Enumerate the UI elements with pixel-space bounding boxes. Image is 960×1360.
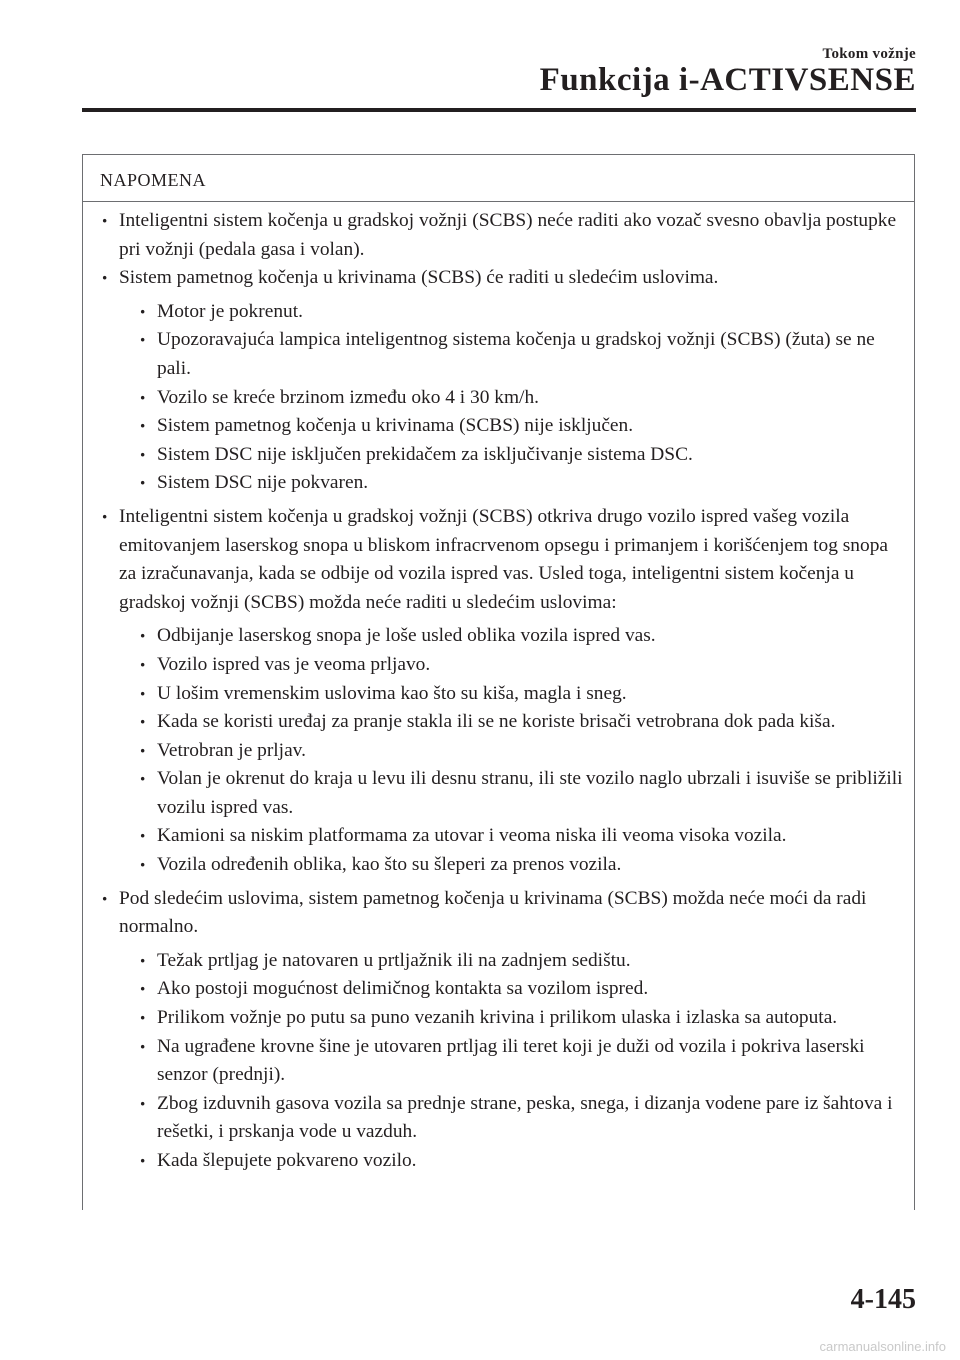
sub-list-item: · Kamioni sa niskim platformama za utovar i veoma niska ili veoma visoka vozila. (119, 822, 904, 851)
note-list (99, 207, 904, 1176)
note-body (83, 202, 914, 1176)
sub-list-item: · Vozila određenih oblika, kao što su šleperi za prenos vozila. (119, 851, 904, 880)
sub-list-item: · Težak prtljag je natovaren u prtljažnik ili na zadnjem sedištu. (119, 947, 904, 976)
list-item (99, 264, 904, 498)
header-section-label: Tokom vožnje (822, 46, 916, 62)
sub-list-item: · Vozilo se kreće brzinom između oko 4 i 30 km/h. (119, 384, 904, 413)
list-item (99, 885, 904, 1176)
sub-list-item: · Zbog izduvnih gasova vozila sa prednje strane, peska, snega, i dizanja vodene pare iz šahtova i rešetki, i prskanja vode u vazduh. (119, 1090, 904, 1147)
list-item-text: · Inteligentni sistem kočenja u gradskoj vožnji (SCBS) neće raditi ako vozač svesno obavlja postupke pri vožnji (pedala gasa i volan). (119, 207, 904, 264)
sub-list-item: · Kada šlepujete pokvareno vozilo. (119, 1147, 904, 1176)
sub-list-item: · Vetrobran je prljav. (119, 737, 904, 766)
list-item-text: · Pod sledećim uslovima, sistem pametnog kočenja u krivinama (SCBS) možda neće moći da radi normalno. (119, 885, 904, 942)
sub-list-item: · U lošim vremenskim uslovima kao što su kiša, magla i sneg. (119, 680, 904, 709)
header-rule (82, 108, 916, 112)
watermark: carmanualsonline.info (819, 1339, 946, 1354)
note-heading: NAPOMENA (83, 155, 914, 202)
sub-list-item: · Volan je okrenut do kraja u levu ili desnu stranu, ili ste vozilo naglo ubrzali i isuviše se približili vozilu ispred vas. (119, 765, 904, 822)
sub-list-item: · Sistem DSC nije isključen prekidačem za isključivanje sistema DSC. (119, 441, 904, 470)
list-item-text: · Inteligentni sistem kočenja u gradskoj vožnji (SCBS) otkriva drugo vozilo ispred vašeg vozila emitovanjem laserskog snopa u bliskom infracrvenom opsegu i primanjem i korišćenjem tog snopa za izračunavanja, kada se odbije od vozila ispred vas. Usled toga, inteligentni sistem kočenja u gradskoj vožnji (SCBS) možda neće raditi u sledećim uslovima: (119, 503, 904, 617)
sub-list-item: · Odbijanje laserskog snopa je loše usled oblika vozila ispred vas. (119, 622, 904, 651)
sub-list-item: · Upozoravajuća lampica inteligentnog sistema kočenja u gradskoj vožnji (SCBS) (žuta) se ne pali. (119, 326, 904, 383)
list-item (99, 207, 904, 264)
sub-list-item: · Sistem DSC nije pokvaren. (119, 469, 904, 498)
sub-list-item: · Kada se koristi uređaj za pranje stakla ili se ne koriste brisači vetrobrana dok pada kiša. (119, 708, 904, 737)
list-item-text: · Sistem pametnog kočenja u krivinama (SCBS) će raditi u sledećim uslovima. (119, 264, 904, 293)
sub-list (119, 298, 904, 498)
sub-list-item: · Sistem pametnog kočenja u krivinama (SCBS) nije isključen. (119, 412, 904, 441)
sub-list-item: · Motor je pokrenut. (119, 298, 904, 327)
sub-list (119, 947, 904, 1176)
list-item (99, 503, 904, 880)
page-number: 4-145 (850, 1284, 916, 1315)
sub-list-item: · Vozilo ispred vas je veoma prljavo. (119, 651, 904, 680)
sub-list-item: · Na ugrađene krovne šine je utovaren prtljag ili teret koji je duži od vozila i pokriva laserski senzor (prednji). (119, 1033, 904, 1090)
page-title: Funkcija i-ACTIVSENSE (539, 62, 916, 98)
note-box (82, 154, 915, 1210)
sub-list-item: · Prilikom vožnje po putu sa puno vezanih krivina i prilikom ulaska i izlaska sa autoputa. (119, 1004, 904, 1033)
sub-list (119, 622, 904, 879)
sub-list-item: · Ako postoji mogućnost delimičnog kontakta sa vozilom ispred. (119, 975, 904, 1004)
